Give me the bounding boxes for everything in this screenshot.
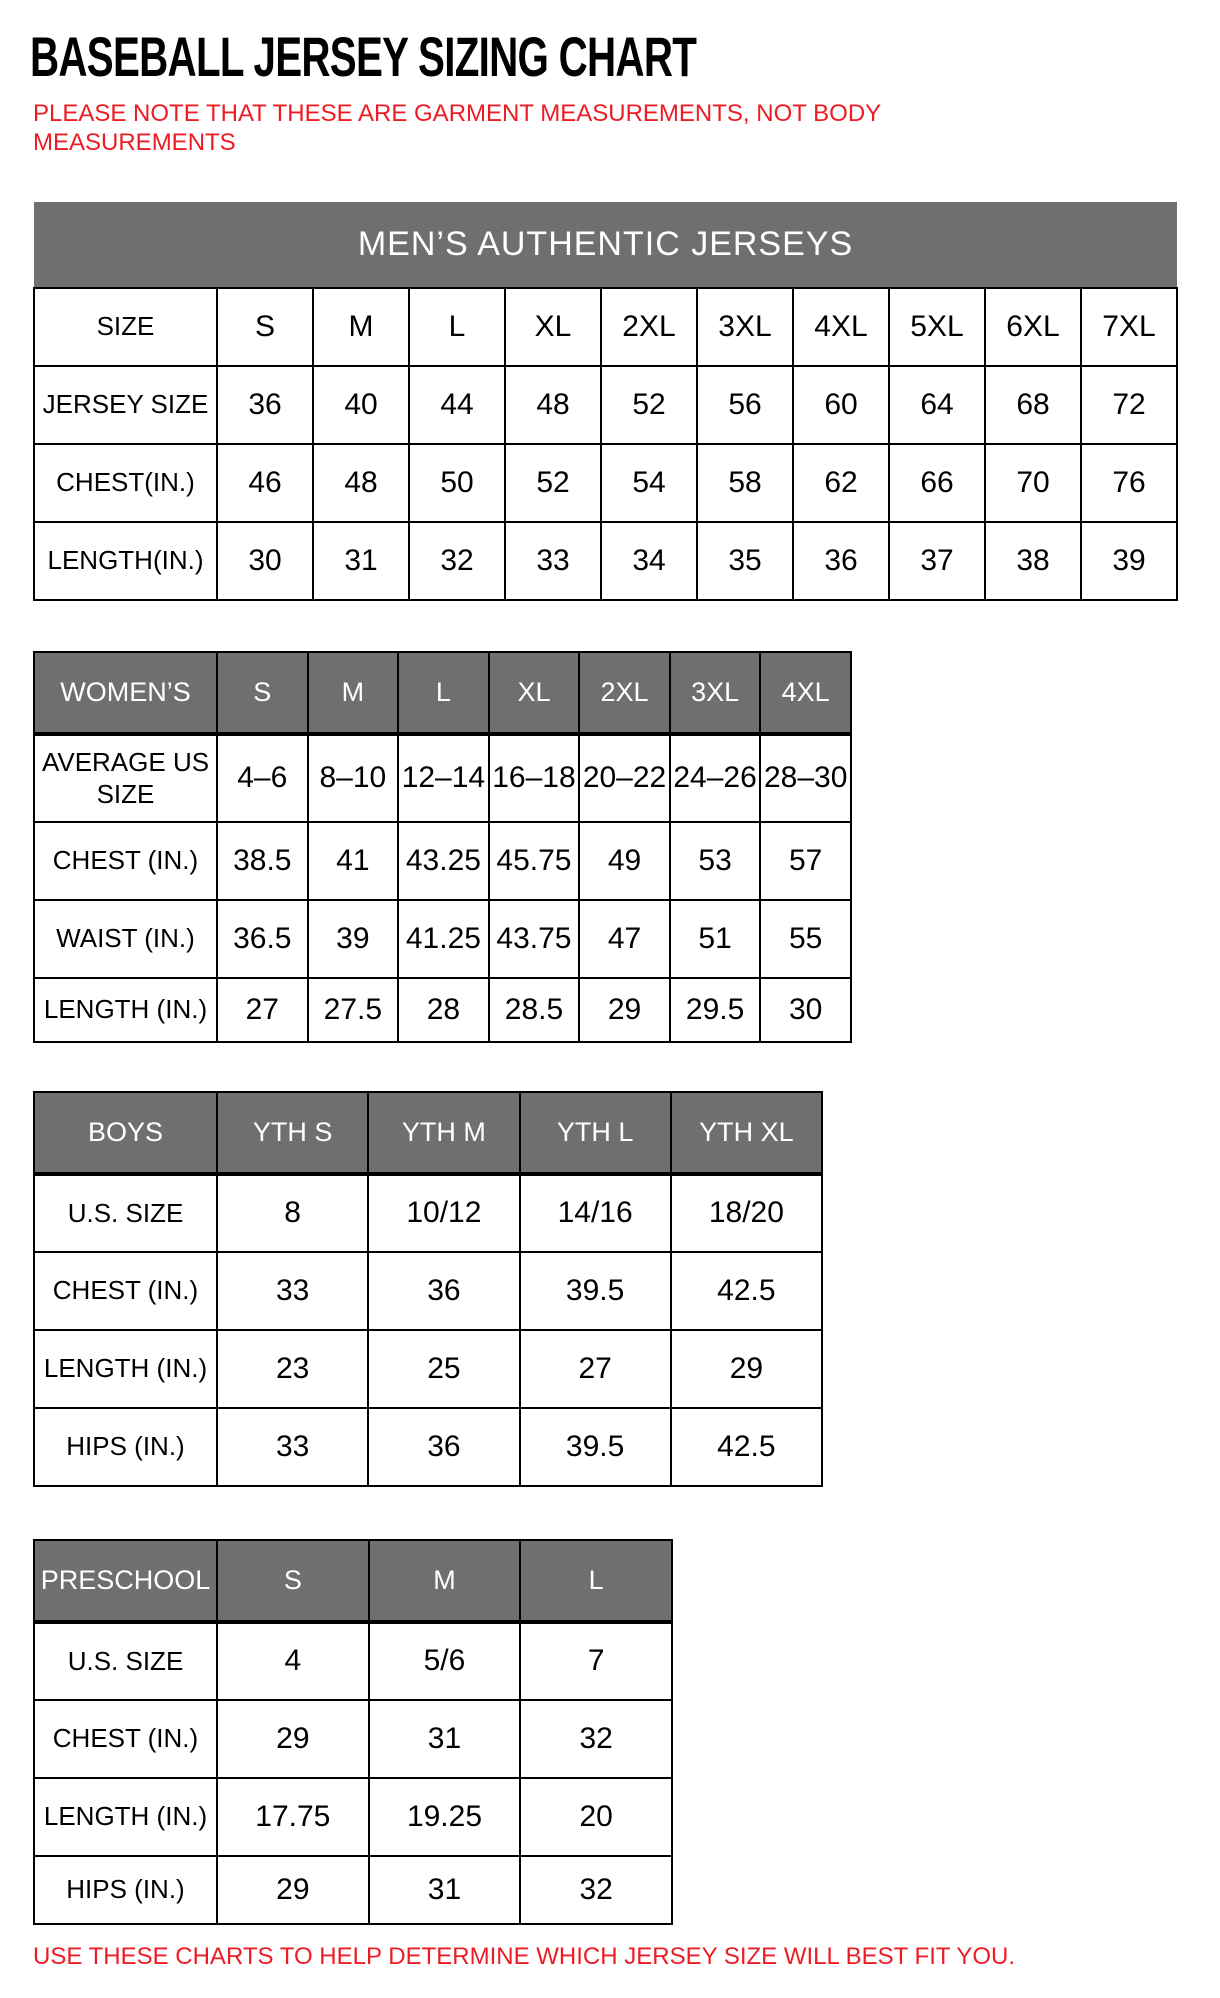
value-cell: 41.25: [398, 900, 489, 978]
table-row: [34, 978, 851, 1042]
value-cell: 36: [793, 522, 889, 600]
value-cell: 4–6: [217, 734, 308, 822]
preschool-sizing-table: [33, 1539, 673, 1925]
value-cell: 43.75: [489, 900, 580, 978]
table-header-cell: YTH S: [217, 1092, 368, 1174]
value-cell: 62: [793, 444, 889, 522]
value-cell: 57: [760, 822, 851, 900]
garment-measurements-note: PLEASE NOTE THAT THESE ARE GARMENT MEASUREMENTS, NOT BODY MEASUREMENTS: [33, 100, 881, 157]
value-cell: 39: [308, 900, 399, 978]
value-cell: 42.5: [671, 1408, 822, 1486]
table-header-cell: YTH L: [520, 1092, 671, 1174]
value-cell: 7: [520, 1622, 672, 1700]
row-label-cell: HIPS (IN.): [34, 1408, 217, 1486]
row-label-cell: HIPS (IN.): [34, 1856, 217, 1924]
value-cell: 33: [217, 1252, 368, 1330]
row-label-cell: U.S. SIZE: [34, 1174, 217, 1252]
value-cell: 20–22: [579, 734, 670, 822]
value-cell: 51: [670, 900, 761, 978]
table-header-row: [34, 1092, 822, 1174]
value-cell: 28: [398, 978, 489, 1042]
row-label-cell: CHEST (IN.): [34, 822, 217, 900]
value-cell: L: [409, 288, 505, 366]
table-header-row: [34, 1540, 672, 1622]
value-cell: 68: [985, 366, 1081, 444]
value-cell: 64: [889, 366, 985, 444]
value-cell: 16–18: [489, 734, 580, 822]
value-cell: 58: [697, 444, 793, 522]
value-cell: S: [217, 288, 313, 366]
footer-note: USE THESE CHARTS TO HELP DETERMINE WHICH JERSEY SIZE WILL BEST FIT YOU.: [33, 1942, 1016, 1970]
value-cell: 12–14: [398, 734, 489, 822]
value-cell: 32: [520, 1700, 672, 1778]
row-label-cell: JERSEY SIZE: [34, 366, 217, 444]
value-cell: 45.75: [489, 822, 580, 900]
value-cell: 36.5: [217, 900, 308, 978]
value-cell: 23: [217, 1330, 368, 1408]
table-header-cell: 2XL: [579, 652, 670, 734]
table-header-cell: 3XL: [670, 652, 761, 734]
page-title: BASEBALL JERSEY SIZING CHART: [30, 25, 697, 88]
value-cell: 35: [697, 522, 793, 600]
table-header-title-cell: WOMEN’S: [34, 652, 217, 734]
value-cell: 27.5: [308, 978, 399, 1042]
value-cell: 42.5: [671, 1252, 822, 1330]
row-label-cell: CHEST (IN.): [34, 1700, 217, 1778]
table-row: [34, 1174, 822, 1252]
value-cell: 17.75: [217, 1778, 369, 1856]
value-cell: 5XL: [889, 288, 985, 366]
value-cell: 14/16: [520, 1174, 671, 1252]
value-cell: 55: [760, 900, 851, 978]
value-cell: 70: [985, 444, 1081, 522]
value-cell: 60: [793, 366, 889, 444]
value-cell: 44: [409, 366, 505, 444]
table-header-cell: 4XL: [760, 652, 851, 734]
row-label-cell: LENGTH (IN.): [34, 978, 217, 1042]
row-label-cell: LENGTH (IN.): [34, 1330, 217, 1408]
row-label-cell: LENGTH(IN.): [34, 522, 217, 600]
value-cell: 30: [217, 522, 313, 600]
value-cell: 28.5: [489, 978, 580, 1042]
table-header-row: [34, 652, 851, 734]
row-label-cell: WAIST (IN.): [34, 900, 217, 978]
value-cell: 29.5: [670, 978, 761, 1042]
value-cell: 48: [505, 366, 601, 444]
value-cell: 53: [670, 822, 761, 900]
row-label-cell: CHEST (IN.): [34, 1252, 217, 1330]
table-row: [34, 1252, 822, 1330]
value-cell: 5/6: [369, 1622, 521, 1700]
table-banner-row: [34, 202, 1177, 288]
value-cell: XL: [505, 288, 601, 366]
value-cell: 29: [671, 1330, 822, 1408]
table-header-cell: S: [217, 652, 308, 734]
value-cell: 52: [505, 444, 601, 522]
value-cell: 32: [409, 522, 505, 600]
table-row: [34, 1778, 672, 1856]
row-label-cell: CHEST(IN.): [34, 444, 217, 522]
table-row: [34, 288, 1177, 366]
value-cell: 29: [579, 978, 670, 1042]
value-cell: 39.5: [520, 1252, 671, 1330]
value-cell: 8: [217, 1174, 368, 1252]
value-cell: 2XL: [601, 288, 697, 366]
value-cell: 10/12: [368, 1174, 519, 1252]
table-row: [34, 1622, 672, 1700]
table-header-cell: S: [217, 1540, 369, 1622]
value-cell: 24–26: [670, 734, 761, 822]
value-cell: 37: [889, 522, 985, 600]
value-cell: 36: [217, 366, 313, 444]
value-cell: 49: [579, 822, 670, 900]
table-header-cell: XL: [489, 652, 580, 734]
value-cell: 41: [308, 822, 399, 900]
table-row: [34, 734, 851, 822]
value-cell: 25: [368, 1330, 519, 1408]
value-cell: 4XL: [793, 288, 889, 366]
mens-sizing-table: [33, 202, 1178, 601]
value-cell: 33: [505, 522, 601, 600]
table-row: [34, 1330, 822, 1408]
table-header-title-cell: BOYS: [34, 1092, 217, 1174]
row-label-cell: U.S. SIZE: [34, 1622, 217, 1700]
value-cell: 31: [369, 1700, 521, 1778]
value-cell: M: [313, 288, 409, 366]
value-cell: 52: [601, 366, 697, 444]
table-row: [34, 444, 1177, 522]
value-cell: 27: [217, 978, 308, 1042]
value-cell: 43.25: [398, 822, 489, 900]
table-row: [34, 900, 851, 978]
table-row: [34, 1700, 672, 1778]
table-header-cell: M: [308, 652, 399, 734]
table-header-cell: L: [398, 652, 489, 734]
value-cell: 66: [889, 444, 985, 522]
womens-sizing-table: [33, 651, 852, 1043]
row-label-cell: LENGTH (IN.): [34, 1778, 217, 1856]
value-cell: 39: [1081, 522, 1177, 600]
row-label-cell: SIZE: [34, 288, 217, 366]
value-cell: 6XL: [985, 288, 1081, 366]
table-row: [34, 1408, 822, 1486]
value-cell: 29: [217, 1700, 369, 1778]
value-cell: 76: [1081, 444, 1177, 522]
value-cell: 56: [697, 366, 793, 444]
table-header-cell: M: [369, 1540, 521, 1622]
value-cell: 47: [579, 900, 670, 978]
table-row: [34, 1856, 672, 1924]
value-cell: 30: [760, 978, 851, 1042]
value-cell: 8–10: [308, 734, 399, 822]
value-cell: 39.5: [520, 1408, 671, 1486]
value-cell: 3XL: [697, 288, 793, 366]
value-cell: 29: [217, 1856, 369, 1924]
table-header-cell: L: [520, 1540, 672, 1622]
value-cell: 20: [520, 1778, 672, 1856]
boys-sizing-table: [33, 1091, 823, 1487]
value-cell: 36: [368, 1252, 519, 1330]
table-header-cell: YTH XL: [671, 1092, 822, 1174]
value-cell: 32: [520, 1856, 672, 1924]
table-banner: MEN’S AUTHENTIC JERSEYS: [34, 202, 1177, 288]
value-cell: 72: [1081, 366, 1177, 444]
value-cell: 36: [368, 1408, 519, 1486]
table-row: [34, 366, 1177, 444]
value-cell: 33: [217, 1408, 368, 1486]
value-cell: 19.25: [369, 1778, 521, 1856]
value-cell: 31: [313, 522, 409, 600]
value-cell: 4: [217, 1622, 369, 1700]
value-cell: 31: [369, 1856, 521, 1924]
value-cell: 54: [601, 444, 697, 522]
value-cell: 28–30: [760, 734, 851, 822]
table-header-title-cell: PRESCHOOL: [34, 1540, 217, 1622]
row-label-cell: AVERAGE US SIZE: [34, 734, 217, 822]
value-cell: 34: [601, 522, 697, 600]
table-row: [34, 522, 1177, 600]
value-cell: 38.5: [217, 822, 308, 900]
value-cell: 46: [217, 444, 313, 522]
value-cell: 48: [313, 444, 409, 522]
value-cell: 7XL: [1081, 288, 1177, 366]
table-row: [34, 822, 851, 900]
value-cell: 27: [520, 1330, 671, 1408]
value-cell: 18/20: [671, 1174, 822, 1252]
table-header-cell: YTH M: [368, 1092, 519, 1174]
value-cell: 40: [313, 366, 409, 444]
value-cell: 50: [409, 444, 505, 522]
value-cell: 38: [985, 522, 1081, 600]
